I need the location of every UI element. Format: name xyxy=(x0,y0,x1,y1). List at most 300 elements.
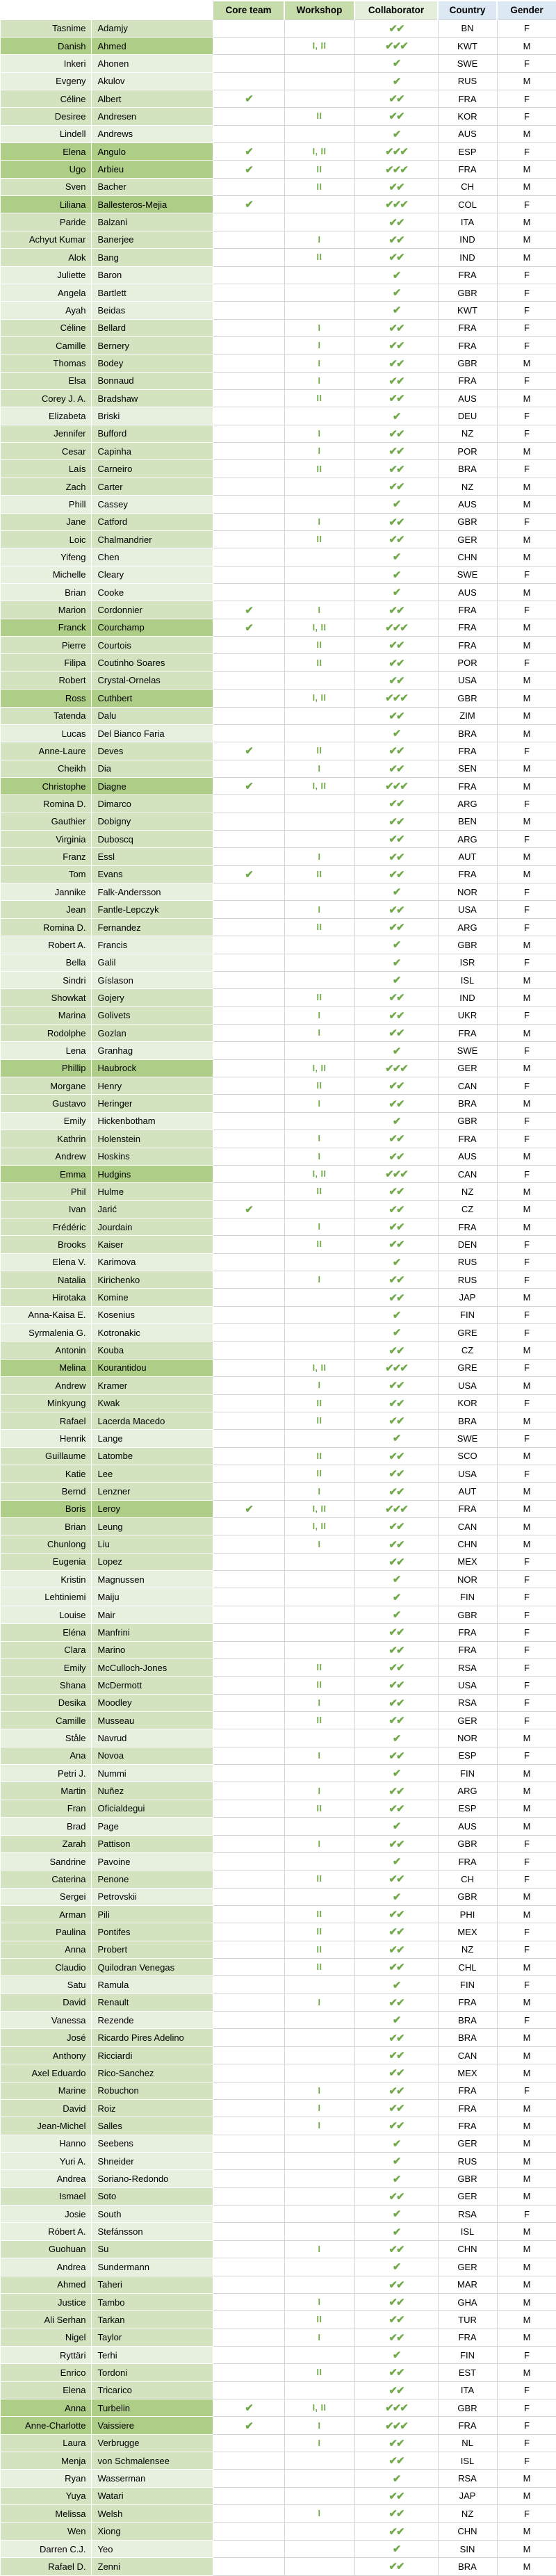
workshop-cell xyxy=(284,2046,354,2064)
last-name-cell: Cuthbert xyxy=(91,690,213,707)
last-name-cell: Falk-Andersson xyxy=(91,883,213,901)
country-cell: FIN xyxy=(438,1306,497,1323)
country-cell: FIN xyxy=(438,1588,497,1606)
workshop-cell: I xyxy=(284,848,354,865)
table-row xyxy=(1,496,556,513)
first-name-cell: Christophe xyxy=(1,777,91,794)
first-name-cell: Wen xyxy=(1,2522,91,2540)
gender-cell: F xyxy=(497,319,556,336)
gender-cell: F xyxy=(497,901,556,918)
collaborator-cell: ✔✔ xyxy=(354,19,438,37)
first-name-cell: Filipa xyxy=(1,654,91,671)
first-name-cell: Axel Eduardo xyxy=(1,2064,91,2082)
last-name-cell: Catford xyxy=(91,513,213,530)
workshop-cell xyxy=(284,478,354,495)
collaborator-cell: ✔ xyxy=(354,125,438,142)
first-name-cell: Andrea xyxy=(1,2258,91,2276)
core-team-cell xyxy=(213,1923,284,1941)
gender-cell: F xyxy=(497,513,556,530)
last-name-cell: Bacher xyxy=(91,178,213,195)
core-team-cell xyxy=(213,460,284,478)
core-team-cell xyxy=(213,2064,284,2082)
table-row xyxy=(1,72,556,90)
workshop-cell: I xyxy=(284,1377,354,1394)
table-row xyxy=(1,249,556,266)
last-name-cell: Banerjee xyxy=(91,231,213,248)
workshop-cell: I xyxy=(284,2329,354,2346)
workshop-cell xyxy=(284,213,354,231)
first-name-cell: Yuya xyxy=(1,2487,91,2504)
table-row xyxy=(1,1994,556,2011)
country-cell: GBR xyxy=(438,1835,497,1852)
gender-cell: F xyxy=(497,1641,556,1658)
core-team-cell xyxy=(213,407,284,425)
table-row xyxy=(1,1641,556,1658)
collaborator-cell: ✔✔✔ xyxy=(354,619,438,636)
collaborator-cell: ✔ xyxy=(354,724,438,742)
core-team-cell xyxy=(213,2329,284,2346)
country-cell: FRA xyxy=(438,637,497,654)
core-team-cell xyxy=(213,654,284,671)
workshop-cell: II xyxy=(284,1870,354,1888)
gender-cell: F xyxy=(497,1430,556,1447)
country-cell: USA xyxy=(438,671,497,689)
country-cell: GER xyxy=(438,2187,497,2205)
country-cell: AUS xyxy=(438,496,497,513)
core-team-cell xyxy=(213,1483,284,1500)
header-cell-gender: Gender xyxy=(497,1,556,19)
workshop-cell: II xyxy=(284,249,354,266)
last-name-cell: Albert xyxy=(91,90,213,107)
core-team-cell xyxy=(213,566,284,583)
core-team-cell xyxy=(213,813,284,830)
first-name-cell: Claudio xyxy=(1,1959,91,1976)
country-cell: FRA xyxy=(438,2099,497,2117)
workshop-cell: II xyxy=(284,390,354,407)
country-cell: AUS xyxy=(438,584,497,601)
table-row xyxy=(1,2276,556,2293)
core-team-cell xyxy=(213,1606,284,1623)
table-row xyxy=(1,1148,556,1165)
country-cell: NZ xyxy=(438,478,497,495)
table-row xyxy=(1,1183,556,1200)
country-cell: GRE xyxy=(438,1324,497,1342)
first-name-cell: Yuri A. xyxy=(1,2152,91,2169)
table-row xyxy=(1,1835,556,1852)
workshop-cell xyxy=(284,2029,354,2046)
collaborator-cell: ✔✔ xyxy=(354,1412,438,1429)
workshop-cell xyxy=(284,72,354,90)
country-cell: AUT xyxy=(438,848,497,865)
workshop-cell xyxy=(284,302,354,319)
table-row xyxy=(1,2293,556,2310)
last-name-cell: Turbelin xyxy=(91,2399,213,2417)
last-name-cell: Dobigny xyxy=(91,813,213,830)
first-name-cell: Vanessa xyxy=(1,2012,91,2029)
table-row xyxy=(1,90,556,107)
first-name-cell: Evgeny xyxy=(1,72,91,90)
last-name-cell: Chalmandrier xyxy=(91,530,213,548)
collaborator-cell: ✔✔ xyxy=(354,1624,438,1641)
country-cell: ESP xyxy=(438,1800,497,1817)
workshop-cell: I xyxy=(284,2505,354,2522)
last-name-cell: Kotronakic xyxy=(91,1324,213,1342)
collaborator-cell: ✔✔✔ xyxy=(354,37,438,54)
last-name-cell: Arbieu xyxy=(91,161,213,178)
first-name-cell: Achyut Kumar xyxy=(1,231,91,248)
gender-cell: F xyxy=(497,2434,556,2452)
last-name-cell: Zenni xyxy=(91,2558,213,2575)
country-cell: DEN xyxy=(438,1236,497,1253)
collaborator-cell: ✔✔ xyxy=(354,1941,438,1958)
country-cell: GER xyxy=(438,2258,497,2276)
gender-cell: F xyxy=(497,336,556,354)
last-name-cell: Gíslason xyxy=(91,971,213,988)
core-team-cell xyxy=(213,1394,284,1412)
country-cell: FRA xyxy=(438,601,497,619)
country-cell: ISL xyxy=(438,2452,497,2470)
core-team-cell xyxy=(213,284,284,301)
table-row xyxy=(1,1006,556,1024)
gender-cell: F xyxy=(497,108,556,125)
country-cell: FRA xyxy=(438,90,497,107)
first-name-cell: Emily xyxy=(1,1658,91,1676)
workshop-cell: II xyxy=(284,161,354,178)
table-row xyxy=(1,2029,556,2046)
core-team-cell xyxy=(213,1905,284,1923)
table-row xyxy=(1,1782,556,1800)
core-team-cell xyxy=(213,2258,284,2276)
workshop-cell: I xyxy=(284,601,354,619)
country-cell: NL xyxy=(438,2434,497,2452)
last-name-cell: Duboscq xyxy=(91,831,213,848)
table-row xyxy=(1,2099,556,2117)
last-name-cell: Latombe xyxy=(91,1447,213,1465)
first-name-cell: Chunlong xyxy=(1,1535,91,1553)
core-team-cell xyxy=(213,425,284,442)
first-name-cell: Robert xyxy=(1,671,91,689)
collaborator-cell: ✔✔ xyxy=(354,2452,438,2470)
gender-cell: F xyxy=(497,1747,556,1764)
core-team-cell xyxy=(213,2311,284,2329)
gender-cell: M xyxy=(497,2029,556,2046)
last-name-cell: Baron xyxy=(91,266,213,284)
country-cell: CHN xyxy=(438,2240,497,2258)
core-team-cell: ✔ xyxy=(213,2399,284,2417)
country-cell: BRA xyxy=(438,2012,497,2029)
gender-cell: M xyxy=(497,249,556,266)
last-name-cell: Liu xyxy=(91,1535,213,1553)
collaborator-cell: ✔ xyxy=(354,883,438,901)
gender-cell: M xyxy=(497,2364,556,2381)
core-team-cell xyxy=(213,178,284,195)
first-name-cell: Juliette xyxy=(1,266,91,284)
gender-cell: M xyxy=(497,354,556,372)
core-team-cell xyxy=(213,1641,284,1658)
collaborator-cell: ✔ xyxy=(354,1888,438,1905)
first-name-cell: Tatenda xyxy=(1,707,91,724)
country-cell: GBR xyxy=(438,1112,497,1130)
workshop-cell xyxy=(284,2276,354,2293)
collaborator-cell: ✔✔ xyxy=(354,1447,438,1465)
first-name-cell: Liliana xyxy=(1,196,91,213)
core-team-cell xyxy=(213,231,284,248)
last-name-cell: Hulme xyxy=(91,1183,213,1200)
last-name-cell: Jarić xyxy=(91,1200,213,1218)
last-name-cell: Cassey xyxy=(91,496,213,513)
last-name-cell: Coutinho Soares xyxy=(91,654,213,671)
gender-cell: F xyxy=(497,1571,556,1588)
workshop-cell xyxy=(284,2381,354,2399)
first-name-cell: Anthony xyxy=(1,2046,91,2064)
first-name-cell: Franz xyxy=(1,848,91,865)
collaborator-cell: ✔✔ xyxy=(354,1218,438,1235)
table-row xyxy=(1,1624,556,1641)
country-cell: ZIM xyxy=(438,707,497,724)
gender-cell: M xyxy=(497,584,556,601)
collaborator-cell: ✔ xyxy=(354,302,438,319)
gender-cell: F xyxy=(497,1624,556,1641)
first-name-cell: Tom xyxy=(1,865,91,883)
first-name-cell: Darren C.J. xyxy=(1,2540,91,2557)
gender-cell: F xyxy=(497,566,556,583)
workshop-cell: I, II xyxy=(284,1500,354,1517)
collaborator-cell: ✔✔ xyxy=(354,760,438,777)
workshop-cell: I, II xyxy=(284,1059,354,1077)
collaborator-cell: ✔✔ xyxy=(354,513,438,530)
country-cell: USA xyxy=(438,1465,497,1482)
collaborator-cell: ✔✔ xyxy=(354,2276,438,2293)
last-name-cell: Francis xyxy=(91,936,213,954)
country-cell: ARG xyxy=(438,795,497,813)
collaborator-cell: ✔ xyxy=(354,496,438,513)
workshop-cell xyxy=(284,1306,354,1323)
table-row xyxy=(1,742,556,760)
first-name-cell: Bella xyxy=(1,954,91,971)
gender-cell: F xyxy=(497,831,556,848)
core-team-cell xyxy=(213,2522,284,2540)
workshop-cell: II xyxy=(284,918,354,936)
collaborator-cell: ✔✔✔ xyxy=(354,1165,438,1182)
last-name-cell: Hoskins xyxy=(91,1148,213,1165)
workshop-cell: I xyxy=(284,1994,354,2011)
gender-cell: M xyxy=(497,2170,556,2187)
last-name-cell: Nummi xyxy=(91,1765,213,1782)
last-name-cell: Pili xyxy=(91,1905,213,1923)
gender-cell: F xyxy=(497,407,556,425)
workshop-cell xyxy=(284,1289,354,1306)
last-name-cell: Marino xyxy=(91,1641,213,1658)
gender-cell: M xyxy=(497,690,556,707)
table-row xyxy=(1,2223,556,2240)
gender-cell: M xyxy=(497,178,556,195)
collaborator-cell: ✔ xyxy=(354,1729,438,1747)
table-row xyxy=(1,2364,556,2381)
gender-cell: F xyxy=(497,2505,556,2522)
first-name-cell: Jean-Michel xyxy=(1,2117,91,2135)
first-name-cell: Showkat xyxy=(1,989,91,1006)
country-cell: JAP xyxy=(438,2487,497,2504)
country-cell: ISL xyxy=(438,971,497,988)
collaborator-cell: ✔✔✔ xyxy=(354,2417,438,2434)
core-team-cell xyxy=(213,989,284,1006)
gender-cell: M xyxy=(497,37,556,54)
core-team-cell xyxy=(213,336,284,354)
country-cell: FRA xyxy=(438,319,497,336)
table-row xyxy=(1,918,556,936)
last-name-cell: Soto xyxy=(91,2187,213,2205)
country-cell: ITA xyxy=(438,213,497,231)
workshop-cell: I xyxy=(284,760,354,777)
core-team-cell xyxy=(213,2170,284,2187)
first-name-cell: Pierre xyxy=(1,637,91,654)
table-row xyxy=(1,125,556,142)
last-name-cell: Watari xyxy=(91,2487,213,2504)
country-cell: RSA xyxy=(438,2206,497,2223)
first-name-cell: Frédéric xyxy=(1,1218,91,1235)
gender-cell: F xyxy=(497,1042,556,1059)
last-name-cell: Musseau xyxy=(91,1712,213,1729)
core-team-cell xyxy=(213,1994,284,2011)
core-team-cell xyxy=(213,1271,284,1289)
first-name-cell: Franck xyxy=(1,619,91,636)
last-name-cell: Komine xyxy=(91,1289,213,1306)
gender-cell: M xyxy=(497,1905,556,1923)
last-name-cell: Novoa xyxy=(91,1747,213,1764)
country-cell: FRA xyxy=(438,2117,497,2135)
workshop-cell: II xyxy=(284,530,354,548)
core-team-cell: ✔ xyxy=(213,1200,284,1218)
last-name-cell: Salles xyxy=(91,2117,213,2135)
table-row xyxy=(1,1253,556,1271)
country-cell: FRA xyxy=(438,1218,497,1235)
country-cell: CHN xyxy=(438,548,497,566)
core-team-cell xyxy=(213,1412,284,1429)
workshop-cell: I xyxy=(284,901,354,918)
country-cell: FRA xyxy=(438,1024,497,1041)
last-name-cell: Heringer xyxy=(91,1095,213,1112)
last-name-cell: Wasserman xyxy=(91,2470,213,2487)
last-name-cell: Stefánsson xyxy=(91,2223,213,2240)
collaborator-cell: ✔✔ xyxy=(354,2364,438,2381)
table-row xyxy=(1,1588,556,1606)
country-cell: GER xyxy=(438,530,497,548)
gender-cell: F xyxy=(497,1271,556,1289)
core-team-cell xyxy=(213,1359,284,1376)
table-row xyxy=(1,2135,556,2152)
table-row xyxy=(1,1412,556,1429)
country-cell: MEX xyxy=(438,1553,497,1570)
first-name-cell: Anna-Kaisa E. xyxy=(1,1306,91,1323)
last-name-cell: Probert xyxy=(91,1941,213,1958)
table-row xyxy=(1,1677,556,1694)
workshop-cell: I xyxy=(284,425,354,442)
last-name-cell: Kourantidou xyxy=(91,1359,213,1376)
country-cell: GBR xyxy=(438,690,497,707)
collaborator-cell: ✔✔✔ xyxy=(354,1059,438,1077)
core-team-cell xyxy=(213,1447,284,1465)
collaborator-cell: ✔✔ xyxy=(354,2522,438,2540)
first-name-cell: Andrea xyxy=(1,2170,91,2187)
workshop-cell: II xyxy=(284,654,354,671)
gender-cell: F xyxy=(497,1976,556,1994)
workshop-cell: I, II xyxy=(284,777,354,794)
collaborator-cell: ✔✔ xyxy=(354,2082,438,2099)
last-name-cell: Leroy xyxy=(91,1500,213,1517)
country-cell: FRA xyxy=(438,2329,497,2346)
workshop-cell: I xyxy=(284,1095,354,1112)
gender-cell: F xyxy=(497,2417,556,2434)
gender-cell: M xyxy=(497,671,556,689)
country-cell: BRA xyxy=(438,1412,497,1429)
gender-cell: F xyxy=(497,1712,556,1729)
country-cell: ISL xyxy=(438,2223,497,2240)
first-name-cell: Céline xyxy=(1,319,91,336)
first-name-cell: Ryan xyxy=(1,2470,91,2487)
workshop-cell xyxy=(284,707,354,724)
workshop-cell xyxy=(284,566,354,583)
country-cell: MEX xyxy=(438,1923,497,1941)
workshop-cell xyxy=(284,936,354,954)
gender-cell: F xyxy=(497,601,556,619)
collaborator-cell: ✔ xyxy=(354,1976,438,1994)
core-team-cell xyxy=(213,1765,284,1782)
collaborator-cell: ✔✔ xyxy=(354,1959,438,1976)
last-name-cell: Kaiser xyxy=(91,1236,213,1253)
gender-cell: M xyxy=(497,443,556,460)
first-name-cell: Antonin xyxy=(1,1342,91,1359)
first-name-cell: Henrik xyxy=(1,1430,91,1447)
country-cell: MAR xyxy=(438,2276,497,2293)
country-cell: SWE xyxy=(438,55,497,72)
core-team-cell xyxy=(213,2029,284,2046)
table-row xyxy=(1,619,556,636)
first-name-cell: Brad xyxy=(1,1818,91,1835)
table-row xyxy=(1,37,556,54)
collaborator-cell: ✔✔ xyxy=(354,2187,438,2205)
workshop-cell: I, II xyxy=(284,690,354,707)
table-row xyxy=(1,2187,556,2205)
last-name-cell: Kramer xyxy=(91,1377,213,1394)
workshop-cell xyxy=(284,813,354,830)
table-row xyxy=(1,143,556,161)
workshop-cell: II xyxy=(284,1077,354,1095)
last-name-cell: Renault xyxy=(91,1994,213,2011)
workshop-cell: I, II xyxy=(284,619,354,636)
core-team-cell xyxy=(213,1077,284,1095)
first-name-cell: David xyxy=(1,2099,91,2117)
core-team-cell xyxy=(213,1148,284,1165)
core-team-cell xyxy=(213,848,284,865)
table-row xyxy=(1,1483,556,1500)
last-name-cell: Soriano-Redondo xyxy=(91,2170,213,2187)
table-row xyxy=(1,372,556,389)
last-name-cell: Ricardo Pires Adelino xyxy=(91,2029,213,2046)
country-cell: SCO xyxy=(438,1447,497,1465)
gender-cell: F xyxy=(497,1923,556,1941)
workshop-cell xyxy=(284,1430,354,1447)
gender-cell: M xyxy=(497,125,556,142)
core-team-cell: ✔ xyxy=(213,777,284,794)
collaborator-cell: ✔✔ xyxy=(354,1271,438,1289)
core-team-cell xyxy=(213,707,284,724)
country-cell: CAN xyxy=(438,2046,497,2064)
core-team-cell xyxy=(213,1588,284,1606)
gender-cell: M xyxy=(497,2558,556,2575)
collaborator-cell: ✔ xyxy=(354,1588,438,1606)
country-cell: FIN xyxy=(438,1765,497,1782)
gender-cell: M xyxy=(497,1059,556,1077)
